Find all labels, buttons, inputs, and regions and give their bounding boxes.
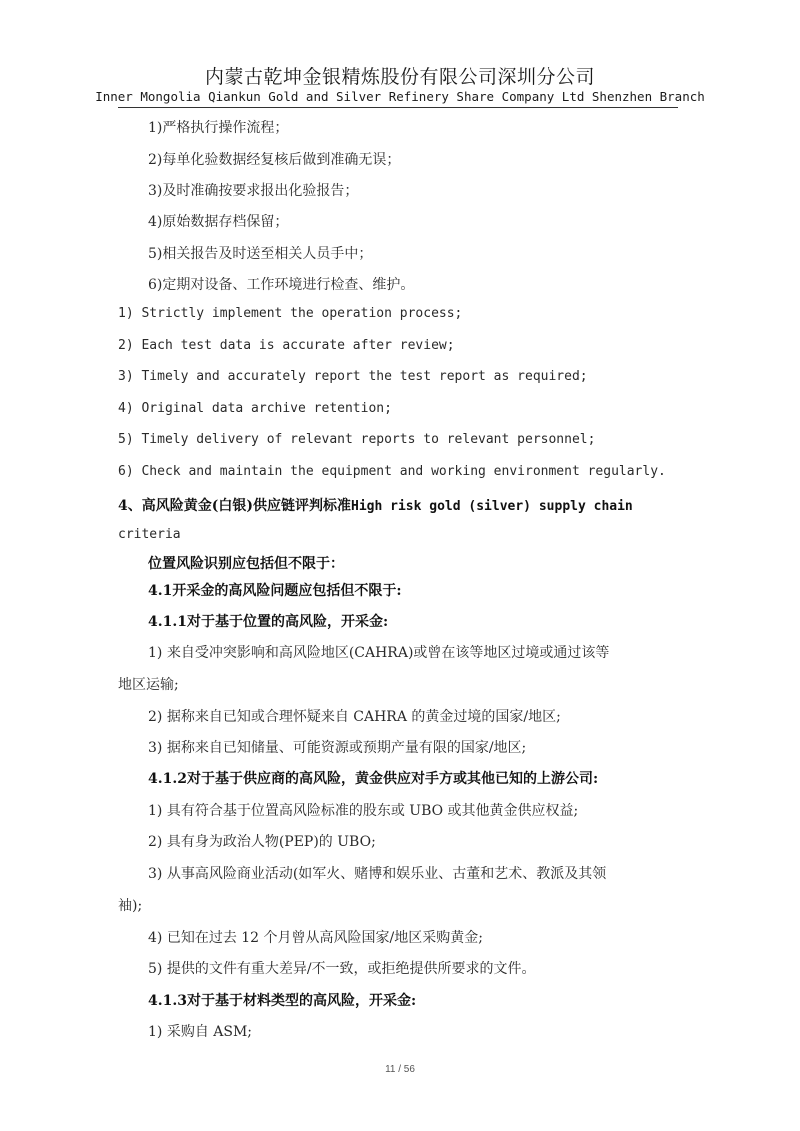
section-4-1-1-item-1: 1) 来自受冲突影响和高风险地区(CAHRA)或曾在该等地区过境或通过该等 bbox=[148, 645, 610, 661]
section-4-heading bbox=[118, 495, 633, 515]
duty-cn-6: 6)定期对设备、工作环境进行检查、维护。 bbox=[148, 277, 415, 293]
section-4-1-heading: 4.1开采金的高风险问题应包括但不限于: bbox=[148, 583, 402, 599]
header-divider bbox=[118, 107, 678, 108]
section-4-1-3-heading: 4.1.3对于基于材料类型的高风险，开采金: bbox=[148, 993, 417, 1009]
duty-cn-5: 5)相关报告及时送至相关人员手中； bbox=[148, 246, 373, 262]
section-4-1-2-item-3-cont: 袖); bbox=[118, 898, 143, 914]
section-4-1-2-item-1: 1) 具有符合基于位置高风险标准的股东或 UBO 或其他黄金供应权益; bbox=[148, 803, 579, 819]
section-4-1-2-item-5: 5) 提供的文件有重大差异/不一致，或拒绝提供所要求的文件。 bbox=[148, 961, 536, 977]
section-4-1-1-item-1-cont: 地区运输; bbox=[118, 677, 179, 693]
duty-en-2: 2) Each test data is accurate after review; bbox=[118, 338, 455, 353]
duty-cn-1: 1)严格执行操作流程； bbox=[148, 120, 289, 136]
duty-cn-2: 2)每单化验数据经复核后做到准确无误； bbox=[148, 152, 401, 168]
section-4-1-1-heading: 4.1.1对于基于位置的高风险，开采金: bbox=[148, 614, 389, 630]
duty-en-4: 4) Original data archive retention; bbox=[118, 401, 392, 416]
section-4-1-2-item-4: 4) 已知在过去 12 个月曾从高风险国家/地区采购黄金; bbox=[148, 930, 483, 946]
section-4-1-2-item-3: 3) 从事高风险商业活动(如军火、赌博和娱乐业、古董和艺术、教派及其领 bbox=[148, 866, 607, 882]
section-4-1-1-item-2: 2) 据称来自已知或合理怀疑来自 CAHRA 的黄金过境的国家/地区; bbox=[148, 709, 561, 725]
section-4-1-3-item-1: 1) 采购自 ASM; bbox=[148, 1024, 253, 1040]
duty-cn-3: 3)及时准确按要求报出化验报告； bbox=[148, 183, 359, 199]
company-name-cn: 内蒙古乾坤金银精炼股份有限公司深圳分公司 bbox=[204, 66, 595, 88]
duty-en-1: 1) Strictly implement the operation process; bbox=[118, 306, 463, 321]
duty-en-3: 3) Timely and accurately report the test report as required; bbox=[118, 369, 588, 384]
page-number: 11 / 56 bbox=[385, 1064, 415, 1075]
section-4-heading-cn: 4、高风险黄金(白银)供应链评判标准 bbox=[118, 498, 351, 514]
section-4-heading-en-cont: criteria bbox=[118, 527, 181, 542]
section-4-heading-en: High risk gold (silver) supply chain bbox=[351, 499, 633, 514]
section-4-1-2-item-2: 2) 具有身为政治人物(PEP)的 UBO; bbox=[148, 834, 376, 850]
duty-cn-4: 4)原始数据存档保留； bbox=[148, 214, 289, 230]
location-risk-intro: 位置风险识别应包括但不限于： bbox=[148, 556, 344, 572]
section-4-1-1-item-3: 3) 据称来自已知储量、可能资源或预期产量有限的国家/地区; bbox=[148, 740, 527, 756]
duty-en-5: 5) Timely delivery of relevant reports to relevant personnel; bbox=[118, 432, 596, 447]
duty-en-6: 6) Check and maintain the equipment and working environment regularly. bbox=[118, 464, 666, 479]
company-name-en: Inner Mongolia Qiankun Gold and Silver Refinery Share Company Ltd Shenzhen Branch bbox=[95, 89, 705, 104]
section-4-1-2-heading: 4.1.2对于基于供应商的高风险，黄金供应对手方或其他已知的上游公司: bbox=[148, 771, 599, 787]
